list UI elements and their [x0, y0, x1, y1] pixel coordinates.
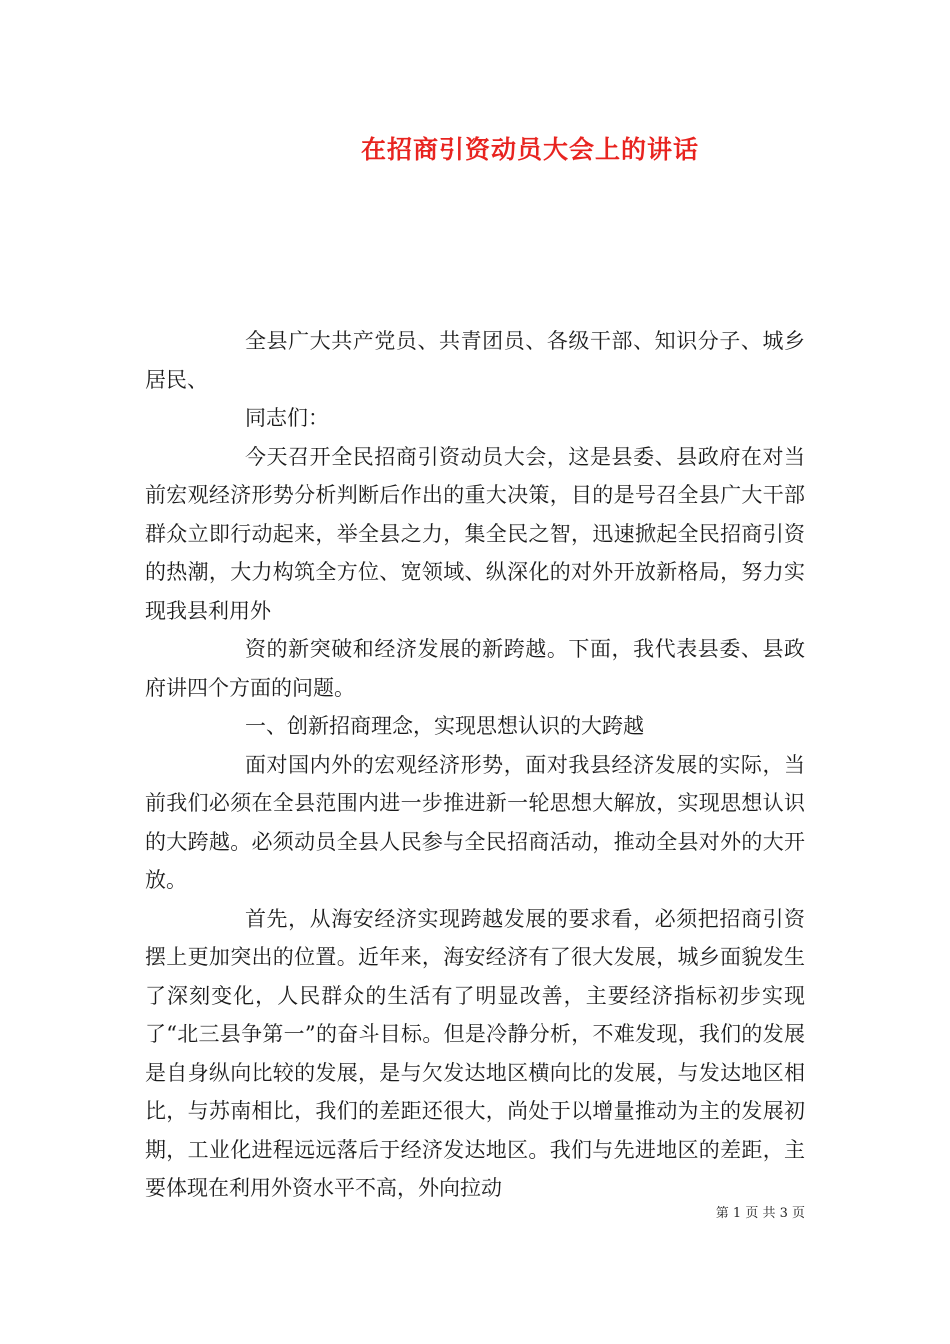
page-number-footer: 第 1 页 共 3 页 [715, 1206, 805, 1221]
intro-paragraph: 今天召开全民招商引资动员大会，这是县委、县政府在对当前宏观经济形势分析判断后作出的重大决策，目的是号召全县广大干部群众立即行动起来，举全县之力，集全民之智，迅速掀起全民招商引资的热潮，大力构筑全方位、宽领域、纵深化的对外开放新格局，努力实现我县利用外 [145, 444, 805, 623]
document-body [145, 322, 805, 1208]
section-heading: 一、创新招商理念，实现思想认识的大跨越 [245, 714, 644, 738]
section-paragraph: 面对国内外的宏观经济形势，面对我县经济发展的实际，当前我们必须在全县范围内进一步推进新一轮思想大解放，实现思想认识的大跨越。必须动员全县人民参与全民招商活动，推动全县对外的大开放。 [145, 752, 805, 892]
intro-continuation-paragraph: 资的新突破和经济发展的新跨越。下面，我代表县委、县政府讲四个方面的问题。 [145, 637, 805, 700]
document-title: 在招商引资动员大会上的讲话 [360, 135, 699, 164]
salutation-paragraph: 全县广大共产党员、共青团员、各级干部、知识分子、城乡居民、 [145, 329, 805, 392]
greeting-paragraph: 同志们： [245, 406, 329, 430]
first-point-paragraph: 首先，从海安经济实现跨越发展的要求看，必须把招商引资摆上更加突出的位置。近年来，海安经济有了很大发展，城乡面貌发生了深刻变化，人民群众的生活有了明显改善，主要经济指标初步实现了“北三县争第一”的奋斗目标。但是冷静分析，不难发现，我们的发展是自身纵向比较的发展，是与欠发达地区横向比的发展，与发达地区相比，与苏南相比，我们的差距还很大，尚处于以增量推动为主的发展初期，工业化进程远远落后于经济发达地区。我们与先进地区的差距，主要体现在利用外资水平不高，外向拉动 [145, 906, 805, 1200]
